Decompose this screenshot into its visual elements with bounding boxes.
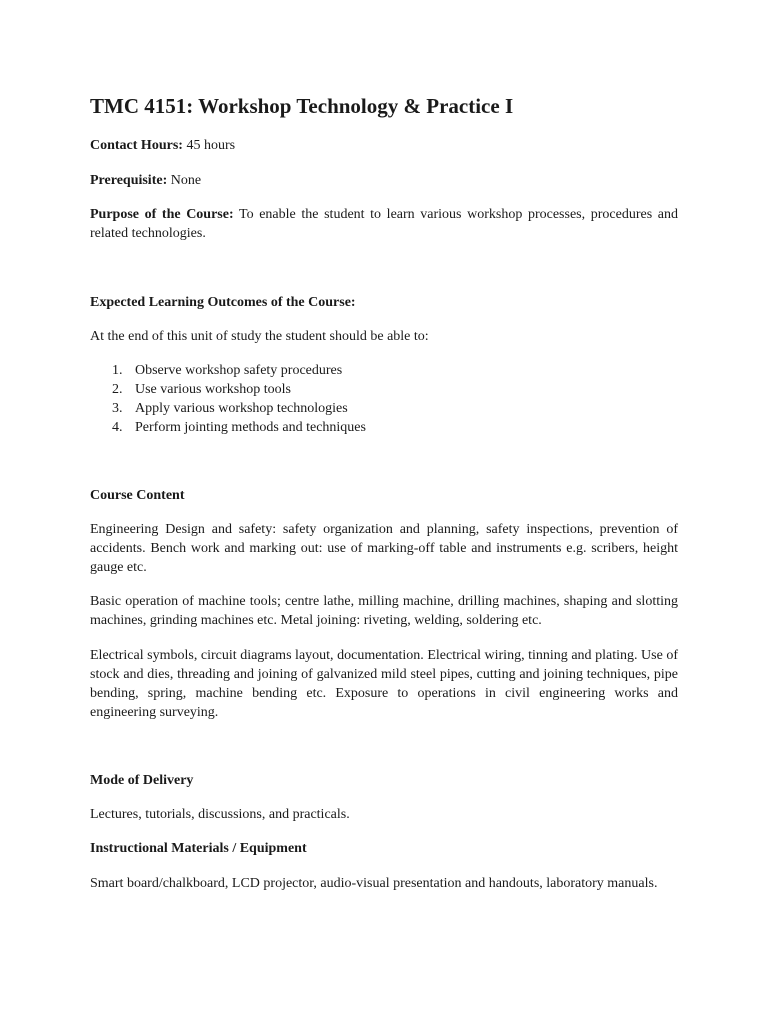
list-item-number: 4. <box>112 420 123 435</box>
list-item <box>90 399 650 418</box>
list-item <box>90 380 650 399</box>
contact-hours-value: 45 hours <box>186 138 236 153</box>
list-item-text: Observe workshop safety procedures <box>135 363 343 378</box>
list-item-number: 1. <box>112 363 123 378</box>
course-content-heading: Course Content <box>90 488 185 503</box>
list-item <box>90 418 650 437</box>
list-item-text: Perform jointing methods and techniques <box>135 420 366 435</box>
purpose-value: To enable the student to learn various workshop processes, procedures and related technologies. <box>90 207 678 241</box>
instructional-materials-heading: Instructional Materials / Equipment <box>90 841 307 856</box>
prerequisite-line <box>90 171 678 190</box>
list-item-text: Apply various workshop technologies <box>135 401 348 416</box>
outcomes-list <box>90 361 650 437</box>
list-item-number: 3. <box>112 401 123 416</box>
course-content-paragraph: Engineering Design and safety: safety organization and planning, safety inspections, prevention of accidents. Bench work and marking out: use of marking-off table and instruments e.g. scribers, height gauge etc. <box>90 522 678 575</box>
contact-hours-line <box>90 136 678 155</box>
outcomes-heading: Expected Learning Outcomes of the Course: <box>90 295 356 310</box>
purpose-paragraph <box>90 205 678 243</box>
contact-hours-label: Contact Hours: <box>90 138 183 153</box>
list-item-text: Use various workshop tools <box>135 382 291 397</box>
purpose-label: Purpose of the Course: <box>90 207 234 222</box>
mode-of-delivery-heading: Mode of Delivery <box>90 773 194 788</box>
instructional-materials-text: Smart board/chalkboard, LCD projector, audio-visual presentation and handouts, laboratory manuals. <box>90 876 658 891</box>
course-content-paragraph: Electrical symbols, circuit diagrams layout, documentation. Electrical wiring, tinning and plating. Use of stock and dies, threading and joining of galvanized mild steel pipes, cutting and joining techniques, pipe bending, spring, machine bending etc. Exposure to operations in civil engineering works and engineering surveying. <box>90 648 678 720</box>
prerequisite-value: None <box>170 173 202 188</box>
mode-of-delivery-text: Lectures, tutorials, discussions, and practicals. <box>90 807 350 822</box>
list-item-number: 2. <box>112 382 123 397</box>
outcomes-intro: At the end of this unit of study the student should be able to: <box>90 329 429 344</box>
list-item <box>90 361 650 380</box>
course-content-paragraph: Basic operation of machine tools; centre lathe, milling machine, drilling machines, shaping and slotting machines, grinding machines etc. Metal joining: riveting, welding, soldering etc. <box>90 594 678 628</box>
prerequisite-label: Prerequisite: <box>90 173 168 188</box>
course-title: TMC 4151: Workshop Technology & Practice I <box>90 94 514 118</box>
